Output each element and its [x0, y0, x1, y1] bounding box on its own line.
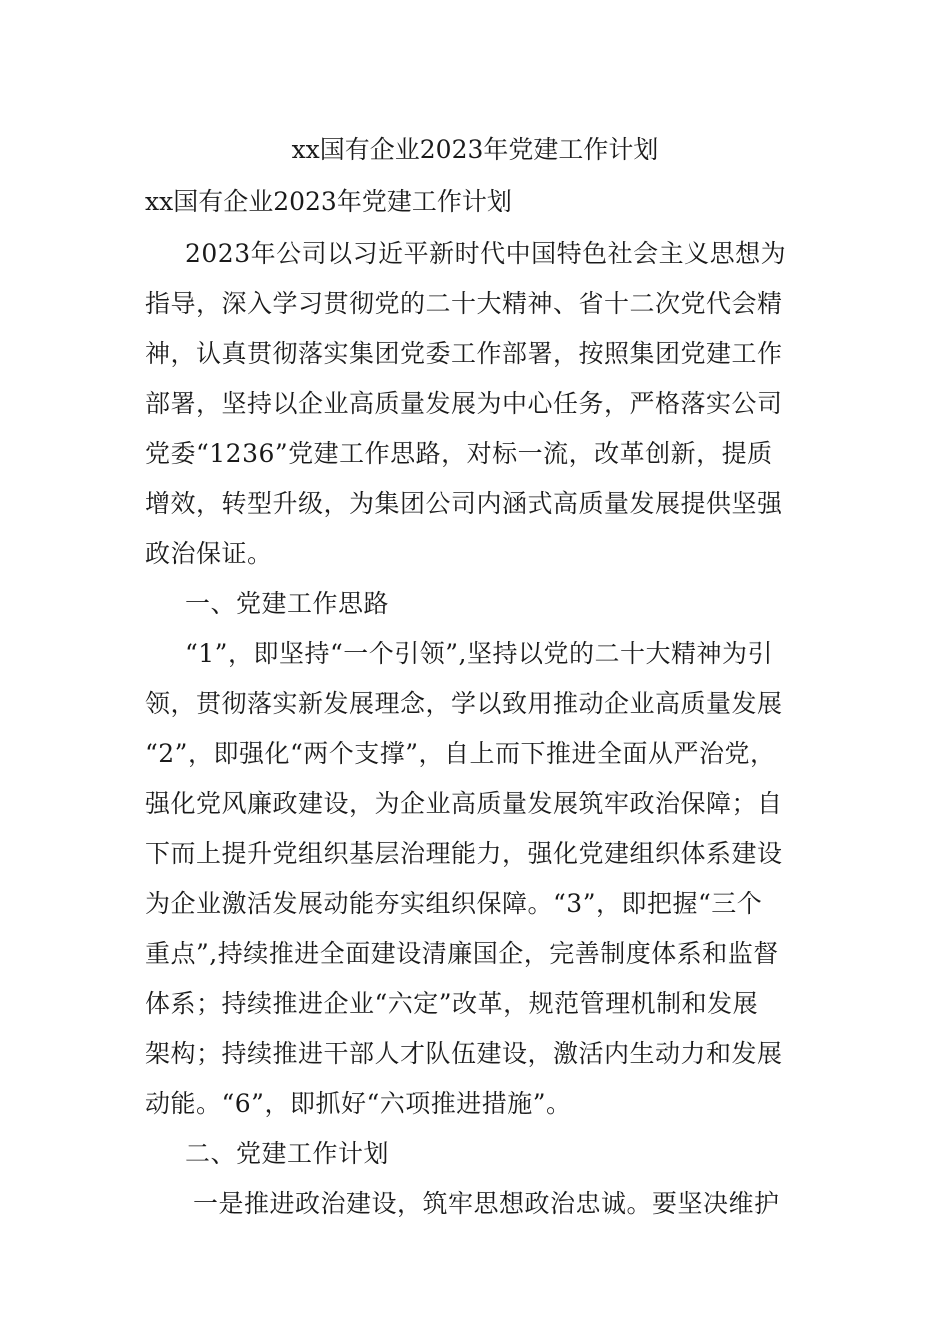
body-line: 领，贯彻落实新发展理念，学以致用推动企业高质量发展: [145, 689, 783, 718]
body-line: 为企业激活发展动能夯实组织保障。“3”，即把握“三个: [145, 889, 763, 918]
body-line: 指导，深入学习贯彻党的二十大精神、省十二次党代会精: [145, 289, 783, 318]
body-line: 架构；持续推进干部人才队伍建设，激活内生动力和发展: [145, 1039, 783, 1068]
body-line: 党委“1236”党建工作思路，对标一流，改革创新，提质: [145, 439, 773, 468]
body-line: 二、党建工作计划: [185, 1139, 390, 1168]
body-line: 神，认真贯彻落实集团党委工作部署，按照集团党建工作: [145, 339, 783, 368]
document-body: [145, 229, 815, 1229]
body-line: 一是推进政治建设，筑牢思想政治忠诚。要坚决维护: [193, 1189, 780, 1218]
body-line: “1”，即坚持“一个引领”,坚持以党的二十大精神为引: [185, 639, 773, 668]
body-line: 政治保证。: [145, 539, 273, 568]
body-line: 2023年公司以习近平新时代中国特色社会主义思想为: [185, 239, 787, 268]
document-subtitle: xx国有企业2023年党建工作计划: [145, 187, 512, 216]
document-title: xx国有企业2023年党建工作计划: [291, 135, 659, 164]
body-line: 增效，转型升级，为集团公司内涵式高质量发展提供坚强: [145, 489, 783, 518]
body-line: 下而上提升党组织基层治理能力，强化党建组织体系建设: [145, 839, 783, 868]
body-line: 动能。“6”，即抓好“六项推进措施”。: [145, 1089, 572, 1118]
body-line: 强化党风廉政建设，为企业高质量发展筑牢政治保障；自: [145, 789, 783, 818]
body-line: 体系；持续推进企业“六定”改革，规范管理机制和发展: [145, 989, 759, 1018]
body-line: “2”，即强化“两个支撑”，自上而下推进全面从严治党，: [145, 739, 776, 768]
body-line: 一、党建工作思路: [185, 589, 390, 618]
body-line: 部署，坚持以企业高质量发展为中心任务，严格落实公司: [145, 389, 783, 418]
body-line: 重点”,持续推进全面建设清廉国企，完善制度体系和监督: [145, 939, 779, 968]
